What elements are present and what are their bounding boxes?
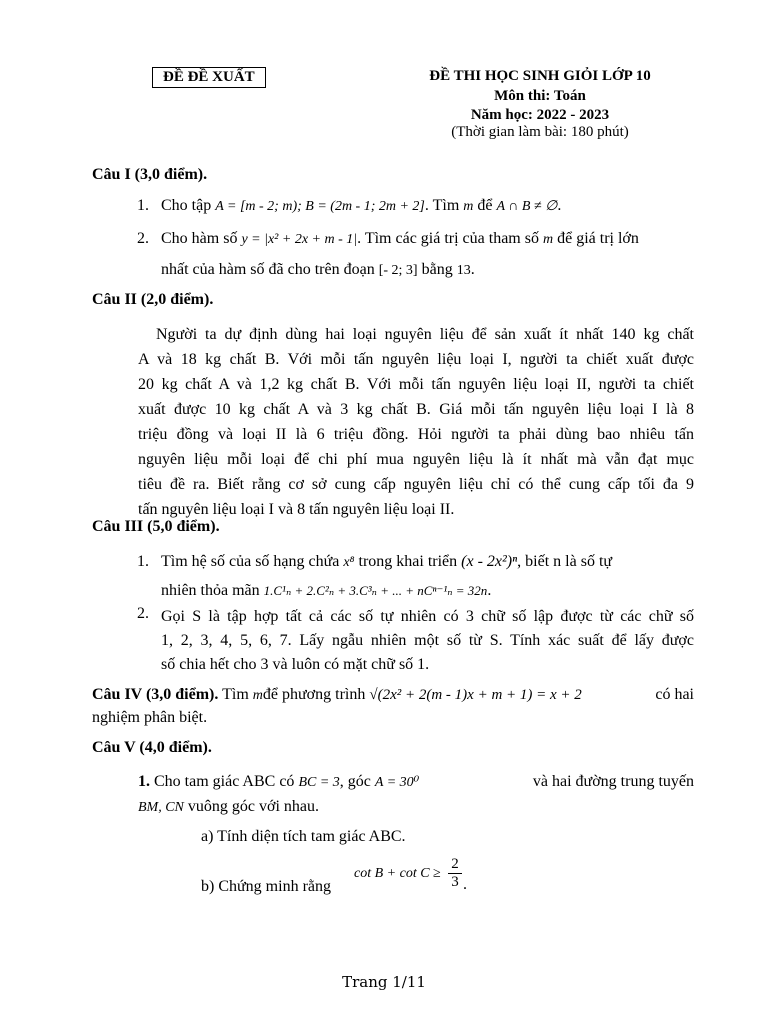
q5-item1-line1: 1. Cho tam giác ABC có BC = 3, góc A = 30⁰ và hai đường trung tuyến — [138, 773, 694, 790]
q1-item1-text: Cho tập A = [m - 2; m); B = (2m - 1; 2m + 2]. Tìm m để A ∩ B ≠ ∅. — [161, 197, 562, 214]
q5-angle-formula: A = 30⁰ — [374, 775, 420, 790]
question-2-heading: Câu II (2,0 điểm). — [92, 291, 214, 308]
question-4-heading: Câu IV (3,0 điểm). — [92, 686, 219, 703]
exam-duration: (Thời gian làm bài: 180 phút) — [451, 124, 629, 140]
q3-binomial-sum-formula: 1.C¹ₙ + 2.C²ₙ + 3.C³ₙ + ... + nCⁿ⁻¹ₙ = 32n — [263, 583, 488, 598]
question-4-line2: nghiệm phân biệt. — [92, 709, 208, 726]
page-number: Trang 1/11 — [342, 973, 426, 991]
q2-line: Người ta dự định dùng hai loại nguyên liệu để sản xuất ít nhất 140 kg chất — [156, 326, 694, 343]
q2-line: triệu đồng và loại II là 6 triệu đồng. Hỏi người ta phải dùng bao nhiêu tấn — [138, 426, 694, 443]
q1-condition-formula: A ∩ B ≠ ∅ — [496, 199, 558, 214]
q3-item1-text: Tìm hệ số của số hạng chứa x⁸ trong khai triển (x - 2x²)ⁿ, biết n là số tự — [161, 553, 613, 570]
q4-equation-formula: √(2x² + 2(m - 1)x + m + 1) = x + 2 — [369, 687, 582, 703]
q5-inequality-formula: cot B + cot C ≥ — [354, 866, 441, 881]
q5-medians-formula: BM, CN — [138, 800, 184, 815]
q1-interval-formula: [- 2; 3] — [378, 263, 418, 278]
q3-item2-number: 2. — [137, 605, 149, 622]
q5-bc-formula: BC = 3 — [298, 775, 340, 790]
q5-part-b: b) Chứng minh rằng — [201, 878, 331, 895]
q3-x8-formula: x⁸ — [343, 555, 355, 570]
q1-item2-text-line2: nhất của hàm số đã cho trên đoạn [- 2; 3] bằng 13. — [161, 261, 475, 278]
q2-line: tiêu đề ra. Biết rằng cơ sở cung cấp nguyên liệu chỉ có thể cung cấp tối đa 9 — [138, 476, 694, 493]
question-5-heading: Câu V (4,0 điểm). — [92, 739, 212, 756]
q1-item2-number: 2. — [137, 230, 149, 247]
q3-item1-number: 1. — [137, 553, 149, 570]
q1-item2-text: Cho hàm số y = |x² + 2x + m - 1|. Tìm các giá trị của tham số m để giá trị lớn — [161, 230, 639, 247]
school-year: Năm học: 2022 - 2023 — [470, 107, 610, 123]
q5-fraction: 2 3 — [448, 856, 462, 891]
q5-item1-line2: BM, CN vuông góc với nhau. — [138, 798, 319, 815]
question-3-heading: Câu III (5,0 điểm). — [92, 518, 220, 535]
q2-line: xuất được 10 kg chất A và 3 kg chất B. Giá mỗi tấn nguyên liệu loại I là 8 — [138, 401, 694, 418]
q2-line: 20 kg chất A và 1,2 kg chất B. Với mỗi tấn nguyên liệu loại II, người ta chiết — [138, 376, 694, 393]
q1-set-formula: A = [m - 2; m); B = (2m - 1; 2m + 2] — [215, 199, 425, 214]
q2-line: A và 18 kg chất B. Với mỗi tấn nguyên liệu loại I, người ta chiết xuất được — [138, 351, 694, 368]
q3-expansion-formula: (x - 2x²)ⁿ — [461, 553, 518, 570]
exam-subject: Môn thi: Toán — [494, 88, 586, 104]
proposal-badge: ĐỀ ĐỀ XUẤT — [152, 67, 266, 88]
exam-title: ĐỀ THI HỌC SINH GIỎI LỚP 10 — [429, 68, 651, 84]
q2-line: tấn nguyên liệu loại I và 8 tấn nguyên liệu loại II. — [138, 501, 455, 518]
q2-paragraph — [138, 322, 694, 522]
q3-item2-text: Gọi S là tập hợp tất cả các số tự nhiên có 3 chữ số lập được từ các chữ số 1, 2, 3, 4, 5, 6, 7. Lấy ngẫu nhiên một số từ S. Tính xác suất để lấy được số chia hết cho 3 và luôn có mặt chữ số 1. — [161, 608, 694, 673]
question-4-line1: Câu IV (3,0 điểm). Tìm mđể phương trình √(2x² + 2(m - 1)x + m + 1) = x + 2 có hai — [92, 686, 694, 703]
q1-function-formula: y = |x² + 2x + m - 1| — [241, 232, 358, 247]
q3-item1-text-line2: nhiên thỏa mãn 1.C¹ₙ + 2.C²ₙ + 3.C³ₙ + ... + nCⁿ⁻¹ₙ = 32n. — [161, 582, 492, 599]
q1-item1-number: 1. — [137, 197, 149, 214]
question-1-heading: Câu I (3,0 điểm). — [92, 166, 208, 183]
q5-part-a: a) Tính diện tích tam giác ABC. — [201, 828, 406, 845]
q2-line: nguyên liệu mỗi loại để chi phí mua nguyên liệu là ít nhất mà vẫn đạt mục — [138, 451, 694, 468]
